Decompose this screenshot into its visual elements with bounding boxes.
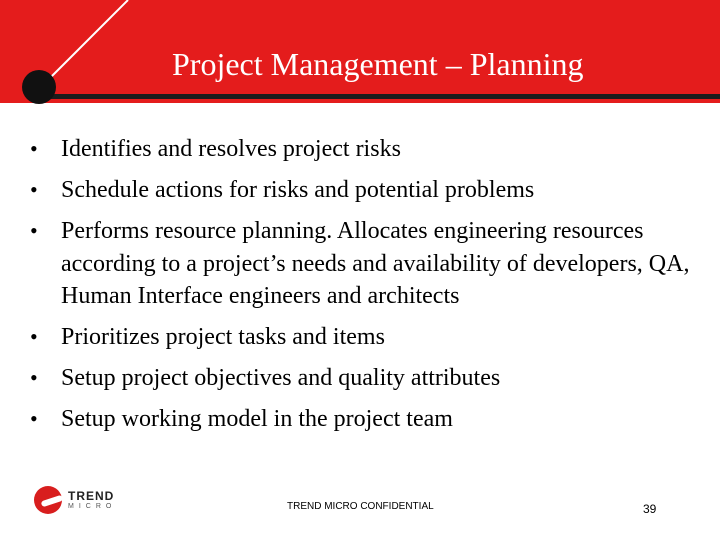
list-item [30,403,710,436]
bullet-icon: • [30,324,38,349]
bullet-list [30,133,710,444]
list-item [30,174,710,207]
bullet-dot-decoration [22,70,56,104]
title-underline [40,94,720,99]
list-item [30,321,710,354]
bullet-icon: • [30,365,38,390]
slide-title: Project Management – Planning [172,46,584,82]
bullet-icon: • [30,218,38,243]
bullet-text: Setup project objectives and quality attributes [61,365,501,391]
trend-micro-logo [30,484,140,516]
logo-wordmark: TREND [68,489,115,503]
bullet-text: Identifies and resolves project risks [61,136,401,162]
list-item [30,362,710,395]
bullet-text: Setup working model in the project team [61,406,453,432]
title-banner [0,0,720,103]
bullet-text: Schedule actions for risks and potential problems [61,177,535,203]
page-number: 39 [643,502,657,516]
list-item [30,133,710,166]
list-item [30,215,710,313]
logo-swoosh-icon [41,495,64,508]
bullet-icon: • [30,406,38,431]
bullet-text: Prioritizes project tasks and items [61,324,385,350]
bullet-icon: • [30,177,38,202]
bullet-icon: • [30,136,38,161]
confidential-label: TREND MICRO CONFIDENTIAL [287,501,434,512]
logo-circle-icon [34,486,62,514]
logo-subwordmark: MICRO [68,503,117,510]
bullet-text: Performs resource planning. Allocates engineering resources according to a project’s needs and availability of developers, QA, Human Interface engineers and architects [61,218,690,309]
